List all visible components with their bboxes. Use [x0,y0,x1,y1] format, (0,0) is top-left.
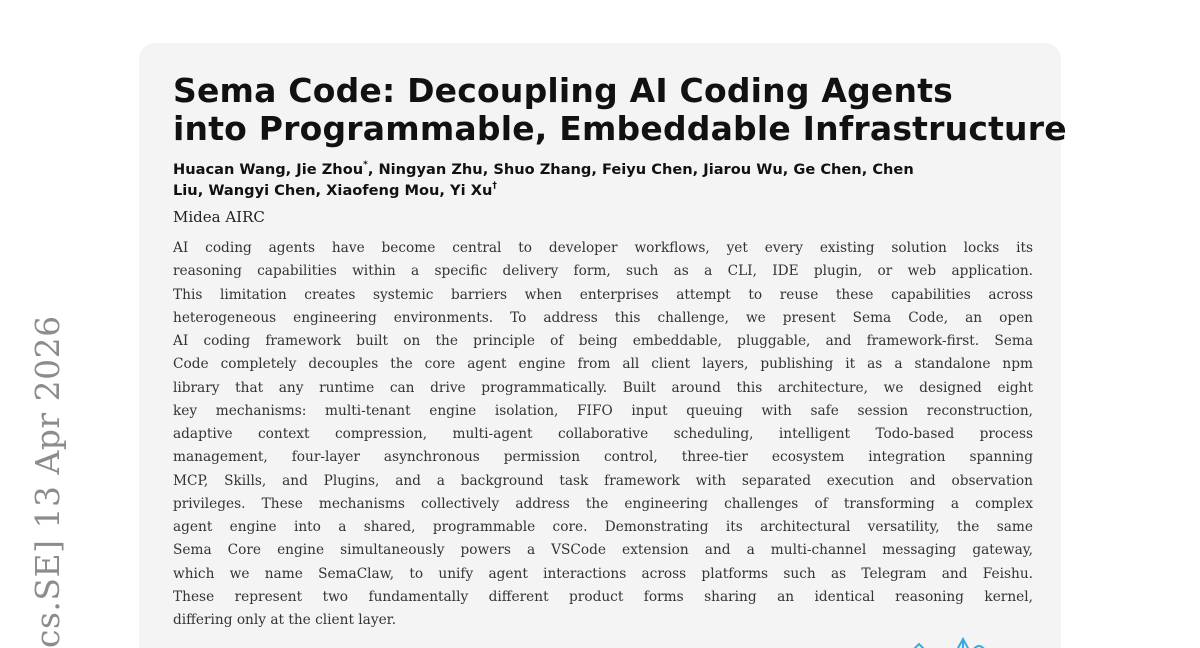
abstract-line: privileges. These mechanisms collectively address the engineering challenges of transforming a complex [173,495,1033,512]
abstract-line: management, four-layer asynchronous permission control, three-tier ecosystem integration spanning [173,449,1033,466]
abstract-line: Code completely decouples the core agent engine from all client layers, publishing it as a standalone npm [173,356,1033,373]
paper-header [173,71,1067,632]
title-line: into Programmable, Embeddable Infrastructure [173,109,1067,148]
dagger-author-mark: † [492,181,497,192]
abstract-line: heterogeneous engineering environments. To address this challenge, we present Sema Code, an open [173,309,1033,326]
abstract-line: adaptive context compression, multi-agent collaborative scheduling, intelligent Todo-based process [173,426,1033,442]
title-line: Sema Code: Decoupling AI Coding Agents [173,71,954,110]
paper-title [173,71,1067,148]
abstract-line: This limitation creates systemic barriers when enterprises attempt to reuse these capabilities across [173,286,1033,303]
abstract-line: key mechanisms: multi-tenant engine isolation, FIFO input queuing with safe session reconstruction, [173,402,1033,419]
figure-logo-fragment [905,636,995,648]
abstract-line: These represent two fundamentally different product forms sharing an identical reasoning kernel, [173,588,1033,605]
abstract-line: library that any runtime can drive programmatically. Built around this architecture, we designed eight [173,379,1033,396]
abstract [173,237,1035,632]
abstract-line: Sema Core engine simultaneously powers a VSCode extension and a multi-channel messaging gateway, [173,542,1033,559]
corresponding-author-mark: * [363,160,368,171]
abstract-line: MCP, Skills, and Plugins, and a background task framework with separated execution and observation [173,472,1033,489]
abstract-line: AI coding agents have become central to developer workflows, yet every existing solution locks its [173,240,1033,256]
abstract-line: which we name SemaClaw, to unify agent interactions across platforms such as Telegram and Feishu. [173,565,1033,582]
abstract-line: AI coding framework built on the principle of being embeddable, pluggable, and framework-first. Sema [173,333,1033,349]
affiliation: Midea AIRC [173,208,265,226]
author-list [173,159,1023,201]
abstract-line: agent engine into a shared, programmable core. Demonstrating its architectural versatility, the same [173,519,1033,535]
arxiv-sidebar-stamp: cs.SE] 13 Apr 2026 [28,315,67,648]
authors-line1-pre: Huacan Wang, Jie Zhou [173,161,364,178]
abstract-line: reasoning capabilities within a specific delivery form, such as a CLI, IDE plugin, or web application. [173,263,1033,280]
authors-line2-pre: Liu, Wangyi Chen, Xiaofeng Mou, Yi Xu [173,182,493,199]
authors-line1-post: , Ningyan Zhu, Shuo Zhang, Feiyu Chen, Jiarou Wu, Ge Chen, Chen [367,161,914,178]
abstract-line: differing only at the client layer. [173,612,397,628]
